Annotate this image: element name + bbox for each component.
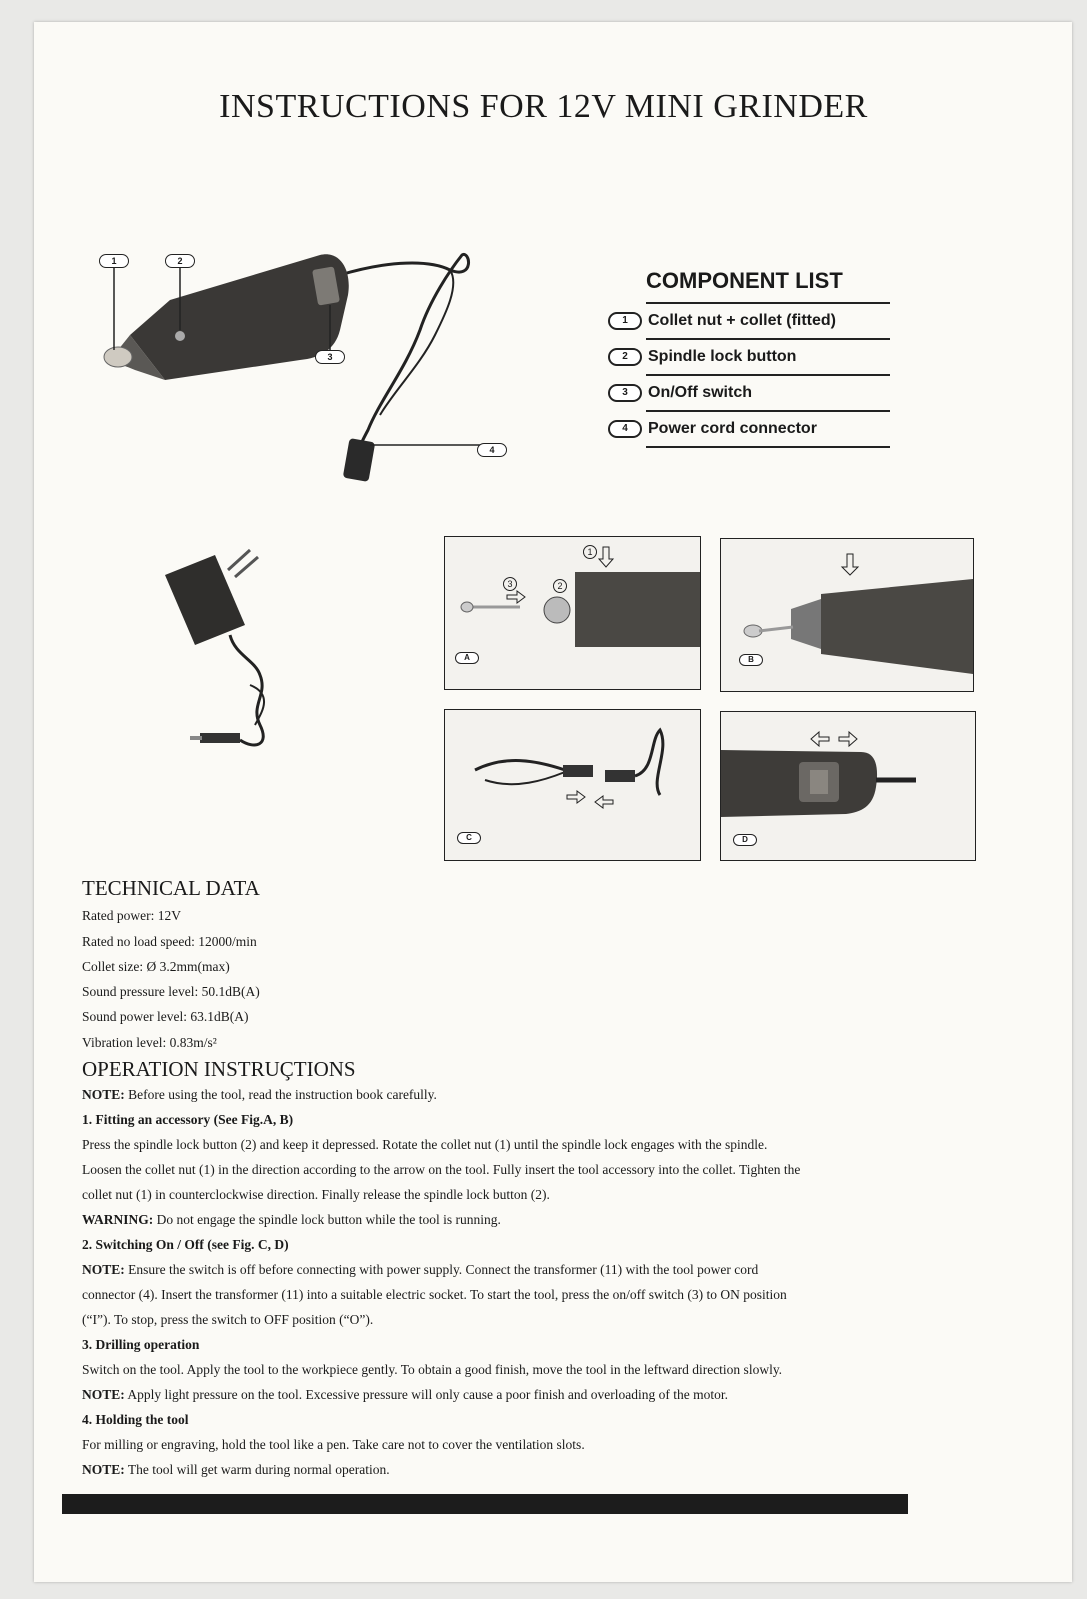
section-title-text: 3. Drilling operation xyxy=(82,1337,200,1352)
divider xyxy=(646,374,890,376)
component-number: 2 xyxy=(608,348,642,366)
section-4-title xyxy=(82,1412,189,1428)
figure-a-illustration xyxy=(445,537,700,689)
note-text: Ensure the switch is off before connecting with power supply. Connect the transformer (11) with the tool power cord xyxy=(124,1262,759,1277)
paragraph-line: Loosen the collet nut (1) in the direction according to the arrow on the tool. Fully insert the tool accessory into the collet. Tighten the xyxy=(82,1162,801,1177)
component-item-2 xyxy=(608,344,796,370)
step-marker-3: 3 xyxy=(503,577,517,591)
component-label: Spindle lock button xyxy=(648,348,797,365)
footer-bar xyxy=(62,1494,908,1514)
step-marker-2: 2 xyxy=(553,579,567,593)
tech-line: Collet size: Ø 3.2mm(max) xyxy=(82,959,230,974)
callout-3: 3 xyxy=(315,350,345,364)
component-label: On/Off switch xyxy=(648,384,752,401)
paragraph-line: Switch on the tool. Apply the tool to the workpiece gently. To obtain a good finish, move the tool in the leftward direction slowly. xyxy=(82,1362,783,1377)
step-marker-1: 1 xyxy=(583,545,597,559)
note-line xyxy=(82,1387,728,1403)
note-text: Before using the tool, read the instruction book carefully. xyxy=(124,1087,437,1102)
note-text: Apply light pressure on the tool. Excessive pressure will only cause a poor finish and overloading of the motor. xyxy=(124,1387,729,1402)
component-number: 3 xyxy=(608,384,642,402)
section-2-title xyxy=(82,1237,289,1253)
component-item-4 xyxy=(608,416,817,442)
divider xyxy=(646,410,890,412)
note-text: The tool will get warm during normal operation. xyxy=(124,1462,390,1477)
note-line xyxy=(82,1462,390,1478)
note-label: NOTE: xyxy=(82,1462,125,1477)
figure-c-label: C xyxy=(457,832,481,844)
figure-d xyxy=(720,711,976,861)
divider xyxy=(646,446,890,448)
component-label: Collet nut + collet (fitted) xyxy=(648,312,836,329)
tech-line: Rated no load speed: 12000/min xyxy=(82,934,257,949)
section-title-text: 1. Fitting an accessory (See Fig.A, B) xyxy=(82,1112,294,1127)
note-label: NOTE: xyxy=(82,1262,125,1277)
note-line xyxy=(82,1262,758,1278)
tech-line: Vibration level: 0.83m/s² xyxy=(82,1035,217,1050)
callout-2: 2 xyxy=(165,254,195,268)
note-label: NOTE: xyxy=(82,1387,125,1402)
figure-b xyxy=(720,538,974,692)
tech-line: Sound power level: 63.1dB(A) xyxy=(82,1009,249,1024)
paragraph-line: For milling or engraving, hold the tool like a pen. Take care not to cover the ventilation slots. xyxy=(82,1437,585,1452)
tech-line: Rated power: 12V xyxy=(82,908,181,923)
component-number: 4 xyxy=(608,420,642,438)
component-item-3 xyxy=(608,380,752,406)
figure-d-illustration xyxy=(721,712,975,860)
divider xyxy=(646,338,890,340)
component-number: 1 xyxy=(608,312,642,330)
callout-1: 1 xyxy=(99,254,129,268)
figure-b-label: B xyxy=(739,654,763,666)
figure-c xyxy=(444,709,701,861)
note-line xyxy=(82,1087,437,1103)
component-list-heading: COMPONENT LIST xyxy=(646,268,843,293)
paragraph-line: connector (4). Insert the transformer (11) into a suitable electric socket. To start the tool, press the on/off switch (3) to ON position xyxy=(82,1287,787,1302)
divider xyxy=(646,302,890,304)
figure-c-illustration xyxy=(445,710,700,860)
grinder-illustration xyxy=(90,240,530,500)
paragraph-line: (“I”). To stop, press the switch to OFF position (“O”). xyxy=(82,1312,374,1327)
page-title: INSTRUCTIONS FOR 12V MINI GRINDER xyxy=(219,88,868,125)
component-item-1 xyxy=(608,308,836,334)
figure-b-illustration xyxy=(721,539,973,691)
figure-a xyxy=(444,536,701,690)
section-3-title xyxy=(82,1337,199,1353)
paragraph-line: collet nut (1) in counterclockwise direction. Finally release the spindle lock button (2). xyxy=(82,1187,550,1202)
warning-label: WARNING: xyxy=(82,1212,154,1227)
callout-4: 4 xyxy=(477,443,507,457)
component-label: Power cord connector xyxy=(648,420,817,437)
operation-heading: OPERATION INSTRUÇTIONS xyxy=(82,1057,356,1081)
warning-line xyxy=(82,1212,501,1228)
technical-data-heading: TECHNICAL DATA xyxy=(82,876,260,900)
figure-d-label: D xyxy=(733,834,757,846)
section-title-text: 4. Holding the tool xyxy=(82,1412,189,1427)
tech-line: Sound pressure level: 50.1dB(A) xyxy=(82,984,260,999)
power-adapter-illustration xyxy=(160,545,290,775)
note-label: NOTE: xyxy=(82,1087,125,1102)
figure-a-label: A xyxy=(455,652,479,664)
paragraph-line: Press the spindle lock button (2) and keep it depressed. Rotate the collet nut (1) until the spindle lock engages with the spindle. xyxy=(82,1137,768,1152)
section-1-title xyxy=(82,1112,293,1128)
warning-text: Do not engage the spindle lock button while the tool is running. xyxy=(153,1212,501,1227)
section-title-text: 2. Switching On / Off (see Fig. C, D) xyxy=(82,1237,289,1252)
